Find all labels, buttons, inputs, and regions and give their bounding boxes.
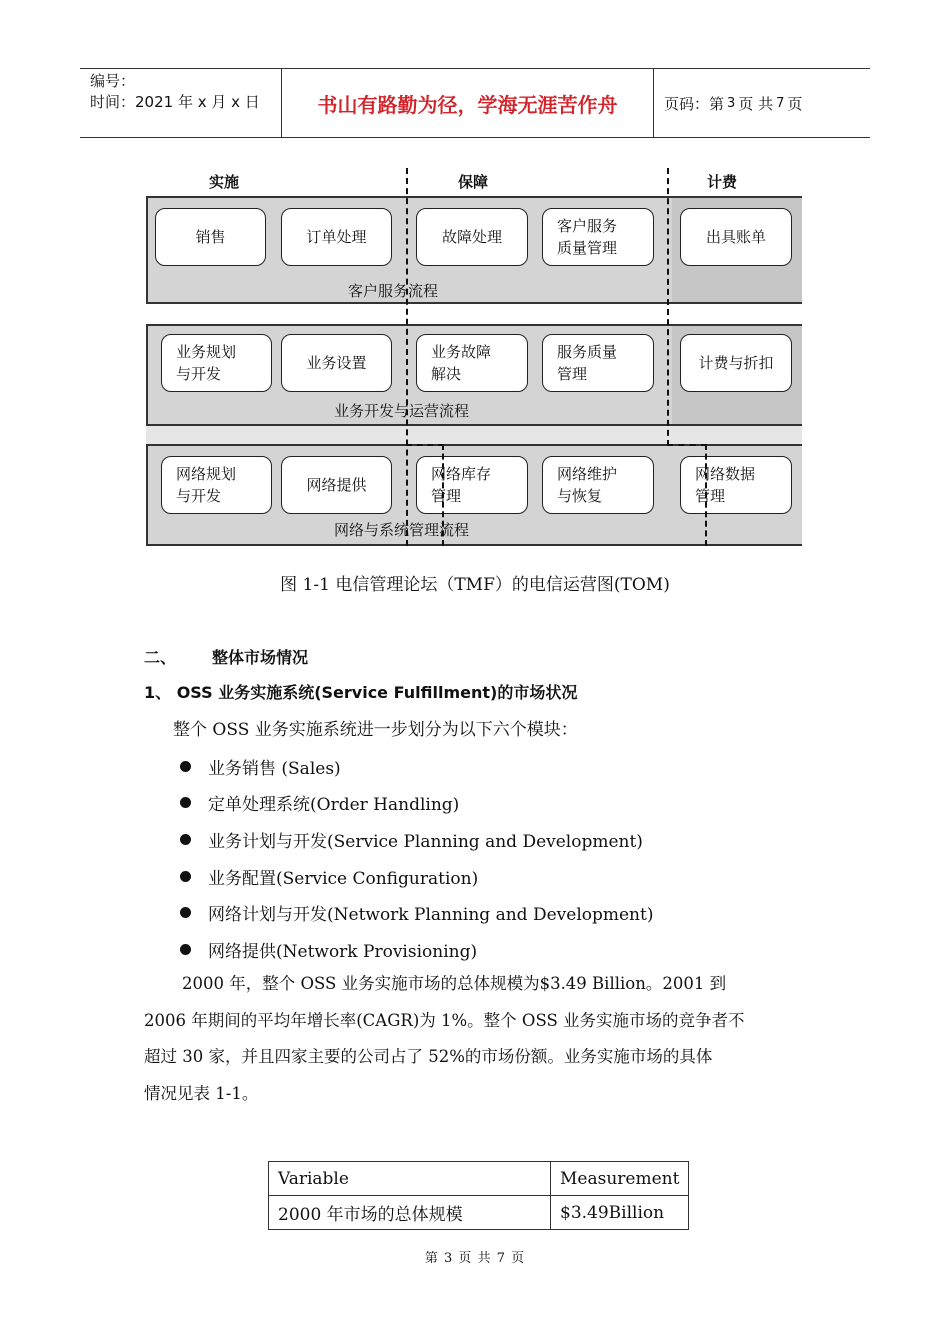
page-footer: 第 3 页 共 7 页	[424, 1251, 526, 1266]
node-service-planning: 业务规划 与开发	[161, 334, 272, 392]
band-title-service-dev: 业务开发与运营流程	[334, 402, 470, 420]
band-connector	[146, 426, 802, 444]
node-customer-qos: 客户服务 质量管理	[542, 208, 654, 266]
list-item: 网络提供(Network Provisioning)	[172, 931, 653, 968]
section-heading	[144, 645, 308, 668]
section-number: 二、	[144, 648, 177, 667]
dashed-divider-1	[406, 168, 408, 546]
node-network-data: 网络数据 管理	[680, 456, 792, 514]
market-table	[268, 1161, 689, 1230]
bullet-icon	[180, 797, 191, 808]
node-service-config: 业务设置	[281, 334, 392, 392]
header-page-number	[654, 69, 870, 137]
list-item: 业务配置(Service Configuration)	[172, 858, 653, 895]
time-label: 时间：2021 年 x 月 x 日	[90, 93, 260, 111]
node-network-maintenance: 网络维护 与恢复	[542, 456, 654, 514]
node-service-quality: 服务质量 管理	[542, 334, 654, 392]
bullet-icon	[180, 834, 191, 845]
page-total: 7	[776, 95, 785, 111]
paragraph-line: 2000 年，整个 OSS 业务实施市场的总体规模为$3.49 Billion。2001 到	[182, 974, 727, 993]
node-billing: 出具账单	[680, 208, 792, 266]
node-order-handling: 订单处理	[281, 208, 392, 266]
band-title-network-mgmt: 网络与系统管理流程	[334, 521, 470, 539]
dashed-divider-2	[667, 168, 669, 446]
dashed-step-1	[406, 444, 444, 446]
module-list	[172, 748, 653, 968]
table-cell: Measurement	[551, 1162, 689, 1196]
node-fault-handling: 故障处理	[416, 208, 528, 266]
header-motto: 书山有路勤为径，学海无涯苦作舟	[281, 69, 654, 137]
table-row	[269, 1162, 689, 1196]
page-prefix: 页码：第	[664, 94, 725, 113]
table-cell: 2000 年市场的总体规模	[269, 1196, 551, 1230]
market-paragraph	[144, 966, 804, 1112]
page-header	[80, 68, 870, 138]
paragraph-line: 2006 年期间的平均年增长率(CAGR)为 1%。整个 OSS 业务实施市场的竞争者不	[144, 1010, 745, 1030]
list-item: 业务销售 (Sales)	[172, 748, 653, 785]
page-suffix: 页	[787, 94, 803, 113]
table-row	[269, 1196, 689, 1230]
serial-label: 编号：	[90, 72, 136, 90]
column-label-assurance: 保障	[458, 173, 489, 191]
dashed-step-2	[667, 444, 707, 446]
column-label-fulfillment: 实施	[209, 173, 240, 191]
band-title-customer-service: 客户服务流程	[348, 282, 439, 300]
list-item: 业务计划与开发(Service Planning and Development)	[172, 821, 653, 858]
bullet-icon	[180, 907, 191, 918]
page-mid: 页 共	[738, 94, 774, 113]
paragraph-line: 情况见表 1-1。	[144, 1083, 259, 1103]
table-cell: Variable	[269, 1162, 551, 1196]
table-cell: $3.49Billion	[551, 1196, 689, 1230]
bullet-icon	[180, 761, 191, 772]
figure-caption: 图 1-1 电信管理论坛（TMF）的电信运营图(TOM)	[280, 575, 670, 595]
node-rating-discount: 计费与折扣	[680, 334, 792, 392]
dashed-divider-1b	[442, 444, 444, 546]
list-item: 定单处理系统(Order Handling)	[172, 785, 653, 822]
node-service-problem: 业务故障 解决	[416, 334, 528, 392]
node-network-provisioning: 网络提供	[281, 456, 392, 514]
bullet-icon	[180, 944, 191, 955]
header-meta	[80, 69, 281, 137]
column-label-billing: 计费	[707, 173, 738, 191]
paragraph-line: 超过 30 家，并且四家主要的公司占了 52%的市场份额。业务实施市场的具体	[144, 1047, 713, 1066]
intro-text: 整个 OSS 业务实施系统进一步划分为以下六个模块：	[173, 720, 578, 740]
node-network-inventory: 网络库存 管理	[416, 456, 528, 514]
page-current: 3	[727, 95, 736, 111]
section-title: 整体市场情况	[212, 648, 309, 667]
list-item: 网络计划与开发(Network Planning and Development)	[172, 894, 653, 931]
node-network-planning: 网络规划 与开发	[161, 456, 272, 514]
bullet-icon	[180, 871, 191, 882]
subsection-heading: 1、 OSS 业务实施系统(Service Fulfillment)的市场状况	[144, 683, 578, 702]
dashed-divider-2b	[705, 444, 707, 546]
node-sales: 销售	[155, 208, 266, 266]
